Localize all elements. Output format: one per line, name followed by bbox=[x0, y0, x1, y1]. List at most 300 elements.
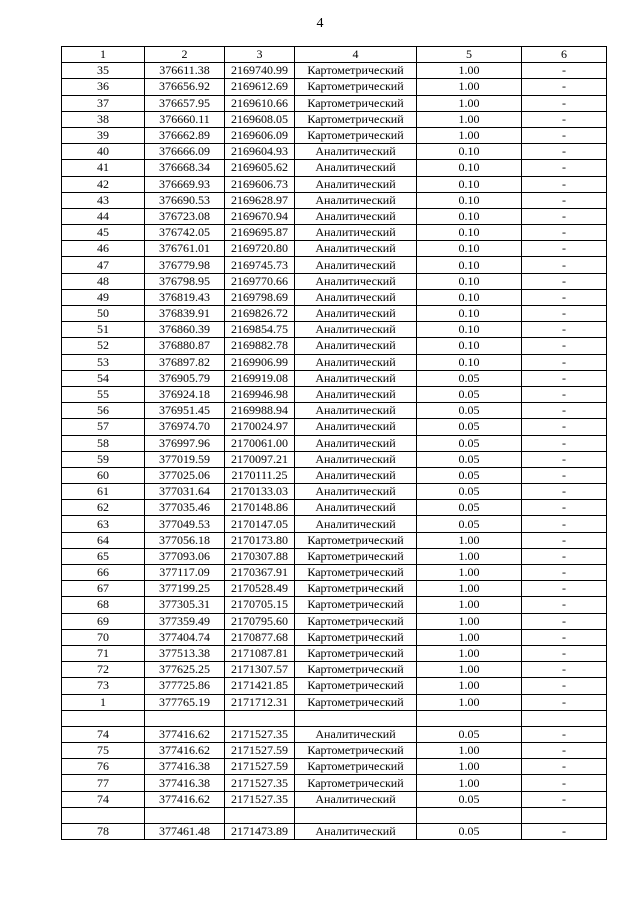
table-cell: 0.05 bbox=[417, 484, 522, 500]
table-row bbox=[62, 160, 607, 176]
table-cell: - bbox=[522, 63, 607, 79]
table-cell: - bbox=[522, 370, 607, 386]
table-row bbox=[62, 791, 607, 807]
table-cell: 376860.39 bbox=[145, 322, 225, 338]
table-cell: - bbox=[522, 95, 607, 111]
table-cell: 377513.38 bbox=[145, 645, 225, 661]
table-cell: Аналитический bbox=[295, 192, 417, 208]
table-cell: 54 bbox=[62, 370, 145, 386]
table-cell: 0.10 bbox=[417, 289, 522, 305]
table-cell: 63 bbox=[62, 516, 145, 532]
table-row bbox=[62, 759, 607, 775]
table-cell: 0.10 bbox=[417, 257, 522, 273]
table-row bbox=[62, 63, 607, 79]
table-cell: 43 bbox=[62, 192, 145, 208]
table-cell: Аналитический bbox=[295, 338, 417, 354]
table-cell: 377625.25 bbox=[145, 662, 225, 678]
table-row bbox=[62, 710, 607, 726]
table-cell: 60 bbox=[62, 467, 145, 483]
table-cell: 47 bbox=[62, 257, 145, 273]
table-cell: 62 bbox=[62, 500, 145, 516]
table-cell bbox=[225, 710, 295, 726]
table-row bbox=[62, 241, 607, 257]
table-cell: 2170097.21 bbox=[225, 451, 295, 467]
table-cell: Аналитический bbox=[295, 435, 417, 451]
table-row bbox=[62, 257, 607, 273]
table-row bbox=[62, 613, 607, 629]
table-cell: 2169740.99 bbox=[225, 63, 295, 79]
table-cell: - bbox=[522, 160, 607, 176]
table-cell: 2169745.73 bbox=[225, 257, 295, 273]
table-cell: 53 bbox=[62, 354, 145, 370]
table-row bbox=[62, 548, 607, 564]
table-row bbox=[62, 306, 607, 322]
table-cell: Аналитический bbox=[295, 289, 417, 305]
coordinates-table bbox=[61, 46, 607, 840]
table-row bbox=[62, 516, 607, 532]
table-cell: 2169628.97 bbox=[225, 192, 295, 208]
table-cell: 1.00 bbox=[417, 759, 522, 775]
table-cell: 1.00 bbox=[417, 95, 522, 111]
table-cell: - bbox=[522, 192, 607, 208]
table-cell: 78 bbox=[62, 824, 145, 840]
table-cell: 2170111.25 bbox=[225, 467, 295, 483]
table-cell: - bbox=[522, 484, 607, 500]
table-cell: Аналитический bbox=[295, 386, 417, 402]
table-row bbox=[62, 79, 607, 95]
table-row bbox=[62, 467, 607, 483]
table-cell: 2171527.35 bbox=[225, 726, 295, 742]
table-cell: Аналитический bbox=[295, 451, 417, 467]
table-cell: 2169606.73 bbox=[225, 176, 295, 192]
table-cell: - bbox=[522, 257, 607, 273]
table-cell bbox=[62, 807, 145, 823]
table-cell: 2171527.35 bbox=[225, 775, 295, 791]
table-cell: 376669.93 bbox=[145, 176, 225, 192]
table-cell: 0.10 bbox=[417, 208, 522, 224]
table-cell: 0.05 bbox=[417, 403, 522, 419]
table-row bbox=[62, 678, 607, 694]
table-cell: 68 bbox=[62, 597, 145, 613]
table-cell: 71 bbox=[62, 645, 145, 661]
table-cell: 66 bbox=[62, 565, 145, 581]
table-row bbox=[62, 597, 607, 613]
table-cell: 57 bbox=[62, 419, 145, 435]
table-cell: 2169720.80 bbox=[225, 241, 295, 257]
table-cell: 377093.06 bbox=[145, 548, 225, 564]
table-cell: - bbox=[522, 241, 607, 257]
table-cell: 0.10 bbox=[417, 160, 522, 176]
page-number: 4 bbox=[316, 16, 324, 31]
table-row bbox=[62, 95, 607, 111]
table-cell: 45 bbox=[62, 225, 145, 241]
table-cell: 55 bbox=[62, 386, 145, 402]
table-cell: - bbox=[522, 451, 607, 467]
table-cell: 1.00 bbox=[417, 548, 522, 564]
table-cell bbox=[417, 710, 522, 726]
table-cell: 2169604.93 bbox=[225, 144, 295, 160]
table-cell: 2171527.59 bbox=[225, 759, 295, 775]
table-cell: 70 bbox=[62, 629, 145, 645]
table-cell: 0.05 bbox=[417, 370, 522, 386]
table-cell: 376668.34 bbox=[145, 160, 225, 176]
table-cell: 1.00 bbox=[417, 532, 522, 548]
table-cell bbox=[62, 710, 145, 726]
table-row bbox=[62, 532, 607, 548]
table-cell: 0.10 bbox=[417, 354, 522, 370]
table-cell: 376951.45 bbox=[145, 403, 225, 419]
table-cell: 2171473.89 bbox=[225, 824, 295, 840]
table-cell: 1.00 bbox=[417, 63, 522, 79]
table-cell: - bbox=[522, 581, 607, 597]
table-cell: 377031.64 bbox=[145, 484, 225, 500]
table-cell: 2170307.88 bbox=[225, 548, 295, 564]
table-cell: 2169770.66 bbox=[225, 273, 295, 289]
table-cell: 2170705.15 bbox=[225, 597, 295, 613]
table-cell: 36 bbox=[62, 79, 145, 95]
table-cell: - bbox=[522, 743, 607, 759]
table-row bbox=[62, 435, 607, 451]
table-cell: 1.00 bbox=[417, 678, 522, 694]
table-cell: 376656.92 bbox=[145, 79, 225, 95]
table-cell: Аналитический bbox=[295, 225, 417, 241]
table-cell bbox=[417, 807, 522, 823]
table-cell: - bbox=[522, 759, 607, 775]
table-cell: 0.05 bbox=[417, 500, 522, 516]
table-cell: 65 bbox=[62, 548, 145, 564]
table-cell: 2170877.68 bbox=[225, 629, 295, 645]
table-cell: 1.00 bbox=[417, 581, 522, 597]
table-cell: Картометрический bbox=[295, 662, 417, 678]
table-cell: - bbox=[522, 500, 607, 516]
table-cell: 377416.38 bbox=[145, 759, 225, 775]
table-cell: 67 bbox=[62, 581, 145, 597]
table-cell: - bbox=[522, 694, 607, 710]
table-cell: 2170173.80 bbox=[225, 532, 295, 548]
table-cell: Картометрический bbox=[295, 645, 417, 661]
table-cell: Картометрический bbox=[295, 759, 417, 775]
table-cell: Аналитический bbox=[295, 791, 417, 807]
table-cell: 2169612.69 bbox=[225, 79, 295, 95]
header-cell: 2 bbox=[145, 47, 225, 63]
table-cell bbox=[145, 710, 225, 726]
header-cell: 4 bbox=[295, 47, 417, 63]
table-cell: Аналитический bbox=[295, 403, 417, 419]
table-cell: 1.00 bbox=[417, 613, 522, 629]
table-cell: - bbox=[522, 419, 607, 435]
table-cell: 376657.95 bbox=[145, 95, 225, 111]
table-cell bbox=[522, 807, 607, 823]
table-cell: 0.10 bbox=[417, 176, 522, 192]
table-cell: - bbox=[522, 532, 607, 548]
table-cell: 41 bbox=[62, 160, 145, 176]
table-cell: Аналитический bbox=[295, 516, 417, 532]
table-cell: 377461.48 bbox=[145, 824, 225, 840]
table-cell: 2171527.59 bbox=[225, 743, 295, 759]
table-cell: 77 bbox=[62, 775, 145, 791]
table-cell: 2169988.94 bbox=[225, 403, 295, 419]
table-cell: 377404.74 bbox=[145, 629, 225, 645]
table-cell: Аналитический bbox=[295, 257, 417, 273]
table-cell: 377359.49 bbox=[145, 613, 225, 629]
table-cell: 74 bbox=[62, 791, 145, 807]
table-cell: 376819.43 bbox=[145, 289, 225, 305]
table-cell: Картометрический bbox=[295, 127, 417, 143]
table-cell: 377416.62 bbox=[145, 791, 225, 807]
table-cell: 376905.79 bbox=[145, 370, 225, 386]
table-cell: - bbox=[522, 613, 607, 629]
table-cell: Картометрический bbox=[295, 548, 417, 564]
table-row bbox=[62, 403, 607, 419]
table-cell: - bbox=[522, 111, 607, 127]
table-row bbox=[62, 484, 607, 500]
table-cell: 377765.19 bbox=[145, 694, 225, 710]
table-cell: Картометрический bbox=[295, 613, 417, 629]
table-cell: 377025.06 bbox=[145, 467, 225, 483]
table-cell: 377416.62 bbox=[145, 726, 225, 742]
table-cell bbox=[145, 807, 225, 823]
table-cell: 2169695.87 bbox=[225, 225, 295, 241]
table-cell: Картометрический bbox=[295, 775, 417, 791]
table-cell: - bbox=[522, 597, 607, 613]
table-cell: 377416.62 bbox=[145, 743, 225, 759]
table-cell: 49 bbox=[62, 289, 145, 305]
table-row bbox=[62, 419, 607, 435]
table-cell: 2170061.00 bbox=[225, 435, 295, 451]
table-cell: 2170024.97 bbox=[225, 419, 295, 435]
table-cell: 2169798.69 bbox=[225, 289, 295, 305]
table-cell: Картометрический bbox=[295, 63, 417, 79]
table-cell: 59 bbox=[62, 451, 145, 467]
table-cell: 1.00 bbox=[417, 645, 522, 661]
table-cell: - bbox=[522, 629, 607, 645]
table-cell: 0.10 bbox=[417, 144, 522, 160]
table-cell: 376662.89 bbox=[145, 127, 225, 143]
table-row bbox=[62, 111, 607, 127]
table-cell: 2169605.62 bbox=[225, 160, 295, 176]
table-cell: 376997.96 bbox=[145, 435, 225, 451]
table-cell: 72 bbox=[62, 662, 145, 678]
table-cell: 44 bbox=[62, 208, 145, 224]
table-cell: Аналитический bbox=[295, 500, 417, 516]
table-row bbox=[62, 694, 607, 710]
table-cell: 56 bbox=[62, 403, 145, 419]
table-cell: 377199.25 bbox=[145, 581, 225, 597]
table-cell: 0.05 bbox=[417, 791, 522, 807]
table-cell: 0.05 bbox=[417, 516, 522, 532]
table-cell: Аналитический bbox=[295, 176, 417, 192]
table-row bbox=[62, 370, 607, 386]
table-cell: 0.10 bbox=[417, 273, 522, 289]
table-cell: 1.00 bbox=[417, 111, 522, 127]
table-row bbox=[62, 565, 607, 581]
table-cell: Картометрический bbox=[295, 678, 417, 694]
table-cell: 0.10 bbox=[417, 192, 522, 208]
table-cell: - bbox=[522, 225, 607, 241]
table-row bbox=[62, 824, 607, 840]
table-cell: - bbox=[522, 548, 607, 564]
table-cell: - bbox=[522, 565, 607, 581]
table-cell: Аналитический bbox=[295, 824, 417, 840]
table-cell: Аналитический bbox=[295, 273, 417, 289]
table-cell: Картометрический bbox=[295, 565, 417, 581]
table-cell: 52 bbox=[62, 338, 145, 354]
table-cell: - bbox=[522, 516, 607, 532]
table-cell: 51 bbox=[62, 322, 145, 338]
table-cell: Картометрический bbox=[295, 532, 417, 548]
table-cell: - bbox=[522, 306, 607, 322]
table-cell: 376897.82 bbox=[145, 354, 225, 370]
table-cell: 377049.53 bbox=[145, 516, 225, 532]
table-row bbox=[62, 144, 607, 160]
table-cell: 40 bbox=[62, 144, 145, 160]
table-cell bbox=[225, 807, 295, 823]
table-row bbox=[62, 500, 607, 516]
table-cell: 377305.31 bbox=[145, 597, 225, 613]
table-cell: - bbox=[522, 791, 607, 807]
table-cell: Аналитический bbox=[295, 208, 417, 224]
table-row bbox=[62, 354, 607, 370]
table-cell: 58 bbox=[62, 435, 145, 451]
table-cell: Картометрический bbox=[295, 597, 417, 613]
table-cell: Картометрический bbox=[295, 79, 417, 95]
header-cell: 3 bbox=[225, 47, 295, 63]
table-body bbox=[62, 63, 607, 840]
table-cell bbox=[295, 710, 417, 726]
table-cell: 377117.09 bbox=[145, 565, 225, 581]
table-cell: - bbox=[522, 403, 607, 419]
table-cell: 376924.18 bbox=[145, 386, 225, 402]
table-cell: 75 bbox=[62, 743, 145, 759]
table-cell: 39 bbox=[62, 127, 145, 143]
table-cell: - bbox=[522, 662, 607, 678]
table-cell: 0.05 bbox=[417, 726, 522, 742]
table-cell: 69 bbox=[62, 613, 145, 629]
table-cell: 376611.38 bbox=[145, 63, 225, 79]
table-cell: 74 bbox=[62, 726, 145, 742]
table-cell: 0.05 bbox=[417, 386, 522, 402]
table-cell: Аналитический bbox=[295, 370, 417, 386]
table-cell: Аналитический bbox=[295, 467, 417, 483]
table-row bbox=[62, 289, 607, 305]
table-cell: 2169610.66 bbox=[225, 95, 295, 111]
table-header-row bbox=[62, 47, 607, 63]
table-cell: - bbox=[522, 273, 607, 289]
table-cell: 2171527.35 bbox=[225, 791, 295, 807]
table-cell: Аналитический bbox=[295, 306, 417, 322]
header-cell: 6 bbox=[522, 47, 607, 63]
table-cell: 2169919.08 bbox=[225, 370, 295, 386]
table-cell: 2169606.09 bbox=[225, 127, 295, 143]
table-cell: 2171087.81 bbox=[225, 645, 295, 661]
table-cell: 2169670.94 bbox=[225, 208, 295, 224]
table-row bbox=[62, 581, 607, 597]
table-cell: 0.10 bbox=[417, 225, 522, 241]
table-cell: 2170367.91 bbox=[225, 565, 295, 581]
table-cell: 2171307.57 bbox=[225, 662, 295, 678]
table-cell: - bbox=[522, 775, 607, 791]
table-cell: 38 bbox=[62, 111, 145, 127]
table-cell: 2170148.86 bbox=[225, 500, 295, 516]
table-cell: 376880.87 bbox=[145, 338, 225, 354]
header-cell: 5 bbox=[417, 47, 522, 63]
table-cell: 0.05 bbox=[417, 419, 522, 435]
table-row bbox=[62, 743, 607, 759]
table-cell: 73 bbox=[62, 678, 145, 694]
table-row bbox=[62, 775, 607, 791]
table-cell: 35 bbox=[62, 63, 145, 79]
table-cell: 0.05 bbox=[417, 824, 522, 840]
table-cell: 0.05 bbox=[417, 467, 522, 483]
table-row bbox=[62, 645, 607, 661]
table-cell: - bbox=[522, 144, 607, 160]
table-cell: - bbox=[522, 338, 607, 354]
table-row bbox=[62, 192, 607, 208]
table-row bbox=[62, 807, 607, 823]
table-cell: 2171712.31 bbox=[225, 694, 295, 710]
table-cell: 2169906.99 bbox=[225, 354, 295, 370]
table-cell: 2169882.78 bbox=[225, 338, 295, 354]
table-cell: 376660.11 bbox=[145, 111, 225, 127]
table-cell: 377725.86 bbox=[145, 678, 225, 694]
table-cell: 1.00 bbox=[417, 775, 522, 791]
table-cell: 1.00 bbox=[417, 597, 522, 613]
table-row bbox=[62, 338, 607, 354]
table-cell: 2169946.98 bbox=[225, 386, 295, 402]
table-cell: - bbox=[522, 678, 607, 694]
table-row bbox=[62, 662, 607, 678]
table-cell: - bbox=[522, 354, 607, 370]
table-cell: 1.00 bbox=[417, 743, 522, 759]
table-cell: 376779.98 bbox=[145, 257, 225, 273]
table-cell: Аналитический bbox=[295, 484, 417, 500]
table-cell: 2169826.72 bbox=[225, 306, 295, 322]
table-cell: - bbox=[522, 127, 607, 143]
table-row bbox=[62, 273, 607, 289]
table-cell: Аналитический bbox=[295, 241, 417, 257]
table-cell: 50 bbox=[62, 306, 145, 322]
table-cell: 377035.46 bbox=[145, 500, 225, 516]
table-row bbox=[62, 208, 607, 224]
table-cell: 376761.01 bbox=[145, 241, 225, 257]
table-row bbox=[62, 322, 607, 338]
table-cell: Картометрический bbox=[295, 629, 417, 645]
table-cell: 76 bbox=[62, 759, 145, 775]
table-cell: 2171421.85 bbox=[225, 678, 295, 694]
table-row bbox=[62, 176, 607, 192]
table-cell: 376974.70 bbox=[145, 419, 225, 435]
table-cell: Аналитический bbox=[295, 144, 417, 160]
table-cell: 0.10 bbox=[417, 306, 522, 322]
table-cell: - bbox=[522, 435, 607, 451]
table-cell: 1.00 bbox=[417, 629, 522, 645]
table-cell: 37 bbox=[62, 95, 145, 111]
table-cell: 376839.91 bbox=[145, 306, 225, 322]
table-cell: 377019.59 bbox=[145, 451, 225, 467]
table-cell: 2169608.05 bbox=[225, 111, 295, 127]
table-cell: 1.00 bbox=[417, 79, 522, 95]
table-cell: - bbox=[522, 176, 607, 192]
table-cell bbox=[522, 710, 607, 726]
table-cell: - bbox=[522, 467, 607, 483]
table-cell: 376666.09 bbox=[145, 144, 225, 160]
table-cell: 1.00 bbox=[417, 662, 522, 678]
table-cell: 376723.08 bbox=[145, 208, 225, 224]
table-row bbox=[62, 225, 607, 241]
table-row bbox=[62, 451, 607, 467]
table-cell: Картометрический bbox=[295, 743, 417, 759]
table-cell: 2170795.60 bbox=[225, 613, 295, 629]
